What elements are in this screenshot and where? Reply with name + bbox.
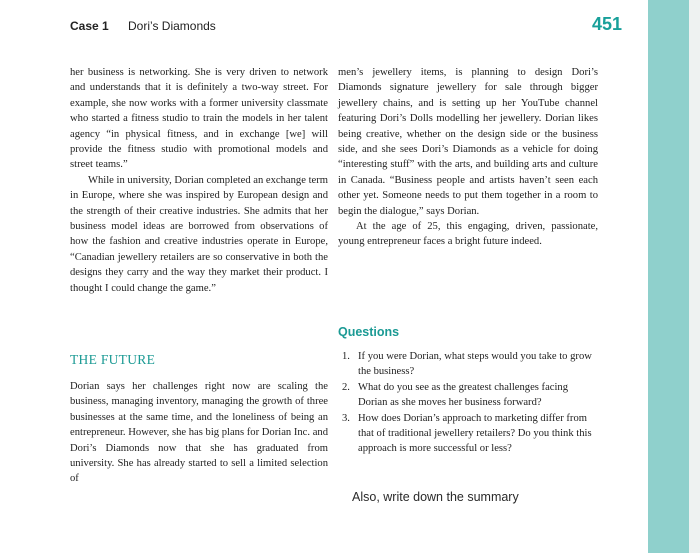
case-title: Dori’s Diamonds — [128, 19, 216, 33]
page-edge-strip — [648, 0, 689, 553]
question-number: 2. — [342, 381, 350, 393]
question-text: What do you see as the greatest challenges facing Dorian as she moves her business forward? — [358, 381, 569, 409]
question-item — [342, 380, 592, 411]
question-item — [342, 411, 592, 457]
body-paragraph: her business is networking. She is very driven to network and understands that it is definitely a two-way street. For example, she now works with a former university classmate who started a fitness studio to train the models in her talent agency “in physical fitness, and in exchange [we] will provide the fitness studio with promotional models and street teams.” — [70, 67, 328, 171]
questions-list — [342, 349, 592, 457]
question-text: How does Dorian’s approach to marketing differ from that of traditional jewellery retailers? Do you think this approach is more successful or less? — [358, 412, 592, 455]
questions-heading: Questions — [338, 325, 400, 339]
body-paragraph: While in university, Dorian completed an exchange term in Europe, where she was inspired by European design and the strength of their creative industries. She admits that her business model ideas are borrowed from observations of how the fashion and creative industries operate in Europe, “Canadian jewellery retailers are so conservative in both the designs they carry and the way they market their product. I thought I could change the game.” — [70, 174, 328, 294]
left-column — [70, 65, 328, 296]
handwritten-note: Also, write down the summary — [352, 490, 519, 504]
question-item — [342, 349, 592, 380]
page-margin — [689, 0, 700, 553]
page-number: 451 — [591, 14, 622, 34]
section-heading-future: THE FUTURE — [70, 352, 156, 367]
right-column — [338, 65, 598, 250]
case-label: Case 1 — [70, 19, 109, 33]
question-text: If you were Dorian, what steps would you take to grow the business? — [358, 351, 592, 378]
question-number: 1. — [342, 351, 350, 362]
body-paragraph: men’s jewellery items, is planning to design Dori’s Diamonds signature jewellery for sale through bigger jewellery chains, and is setting up her YouTube channel featuring Dori’s Dolls modelling her jewellery. Dorian likes being creative, whether on the design side or the business side, and she sees Dori’s Diamonds as a vehicle for doing “interesting stuff” with the arts, and building arts and culture in Canada. “Business people and artists haven’t seen each other yet. Someone needs to put them together in a room to begin the dialogue,” says Dorian. — [338, 67, 598, 217]
question-number: 3. — [342, 412, 350, 424]
running-header — [70, 14, 630, 38]
body-paragraph: At the age of 25, this engaging, driven, passionate, young entrepreneur faces a bright future indeed. — [338, 221, 598, 248]
future-paragraph: Dorian says her challenges right now are scaling the business, managing inventory, managing the growth of three businesses at the same time, and the loneliness of being an entrepreneur. However, she has big plans for Dorian Inc. and Dori’s Diamonds now that she has graduated from university. She has already started to sell a limited selection of — [70, 381, 328, 485]
